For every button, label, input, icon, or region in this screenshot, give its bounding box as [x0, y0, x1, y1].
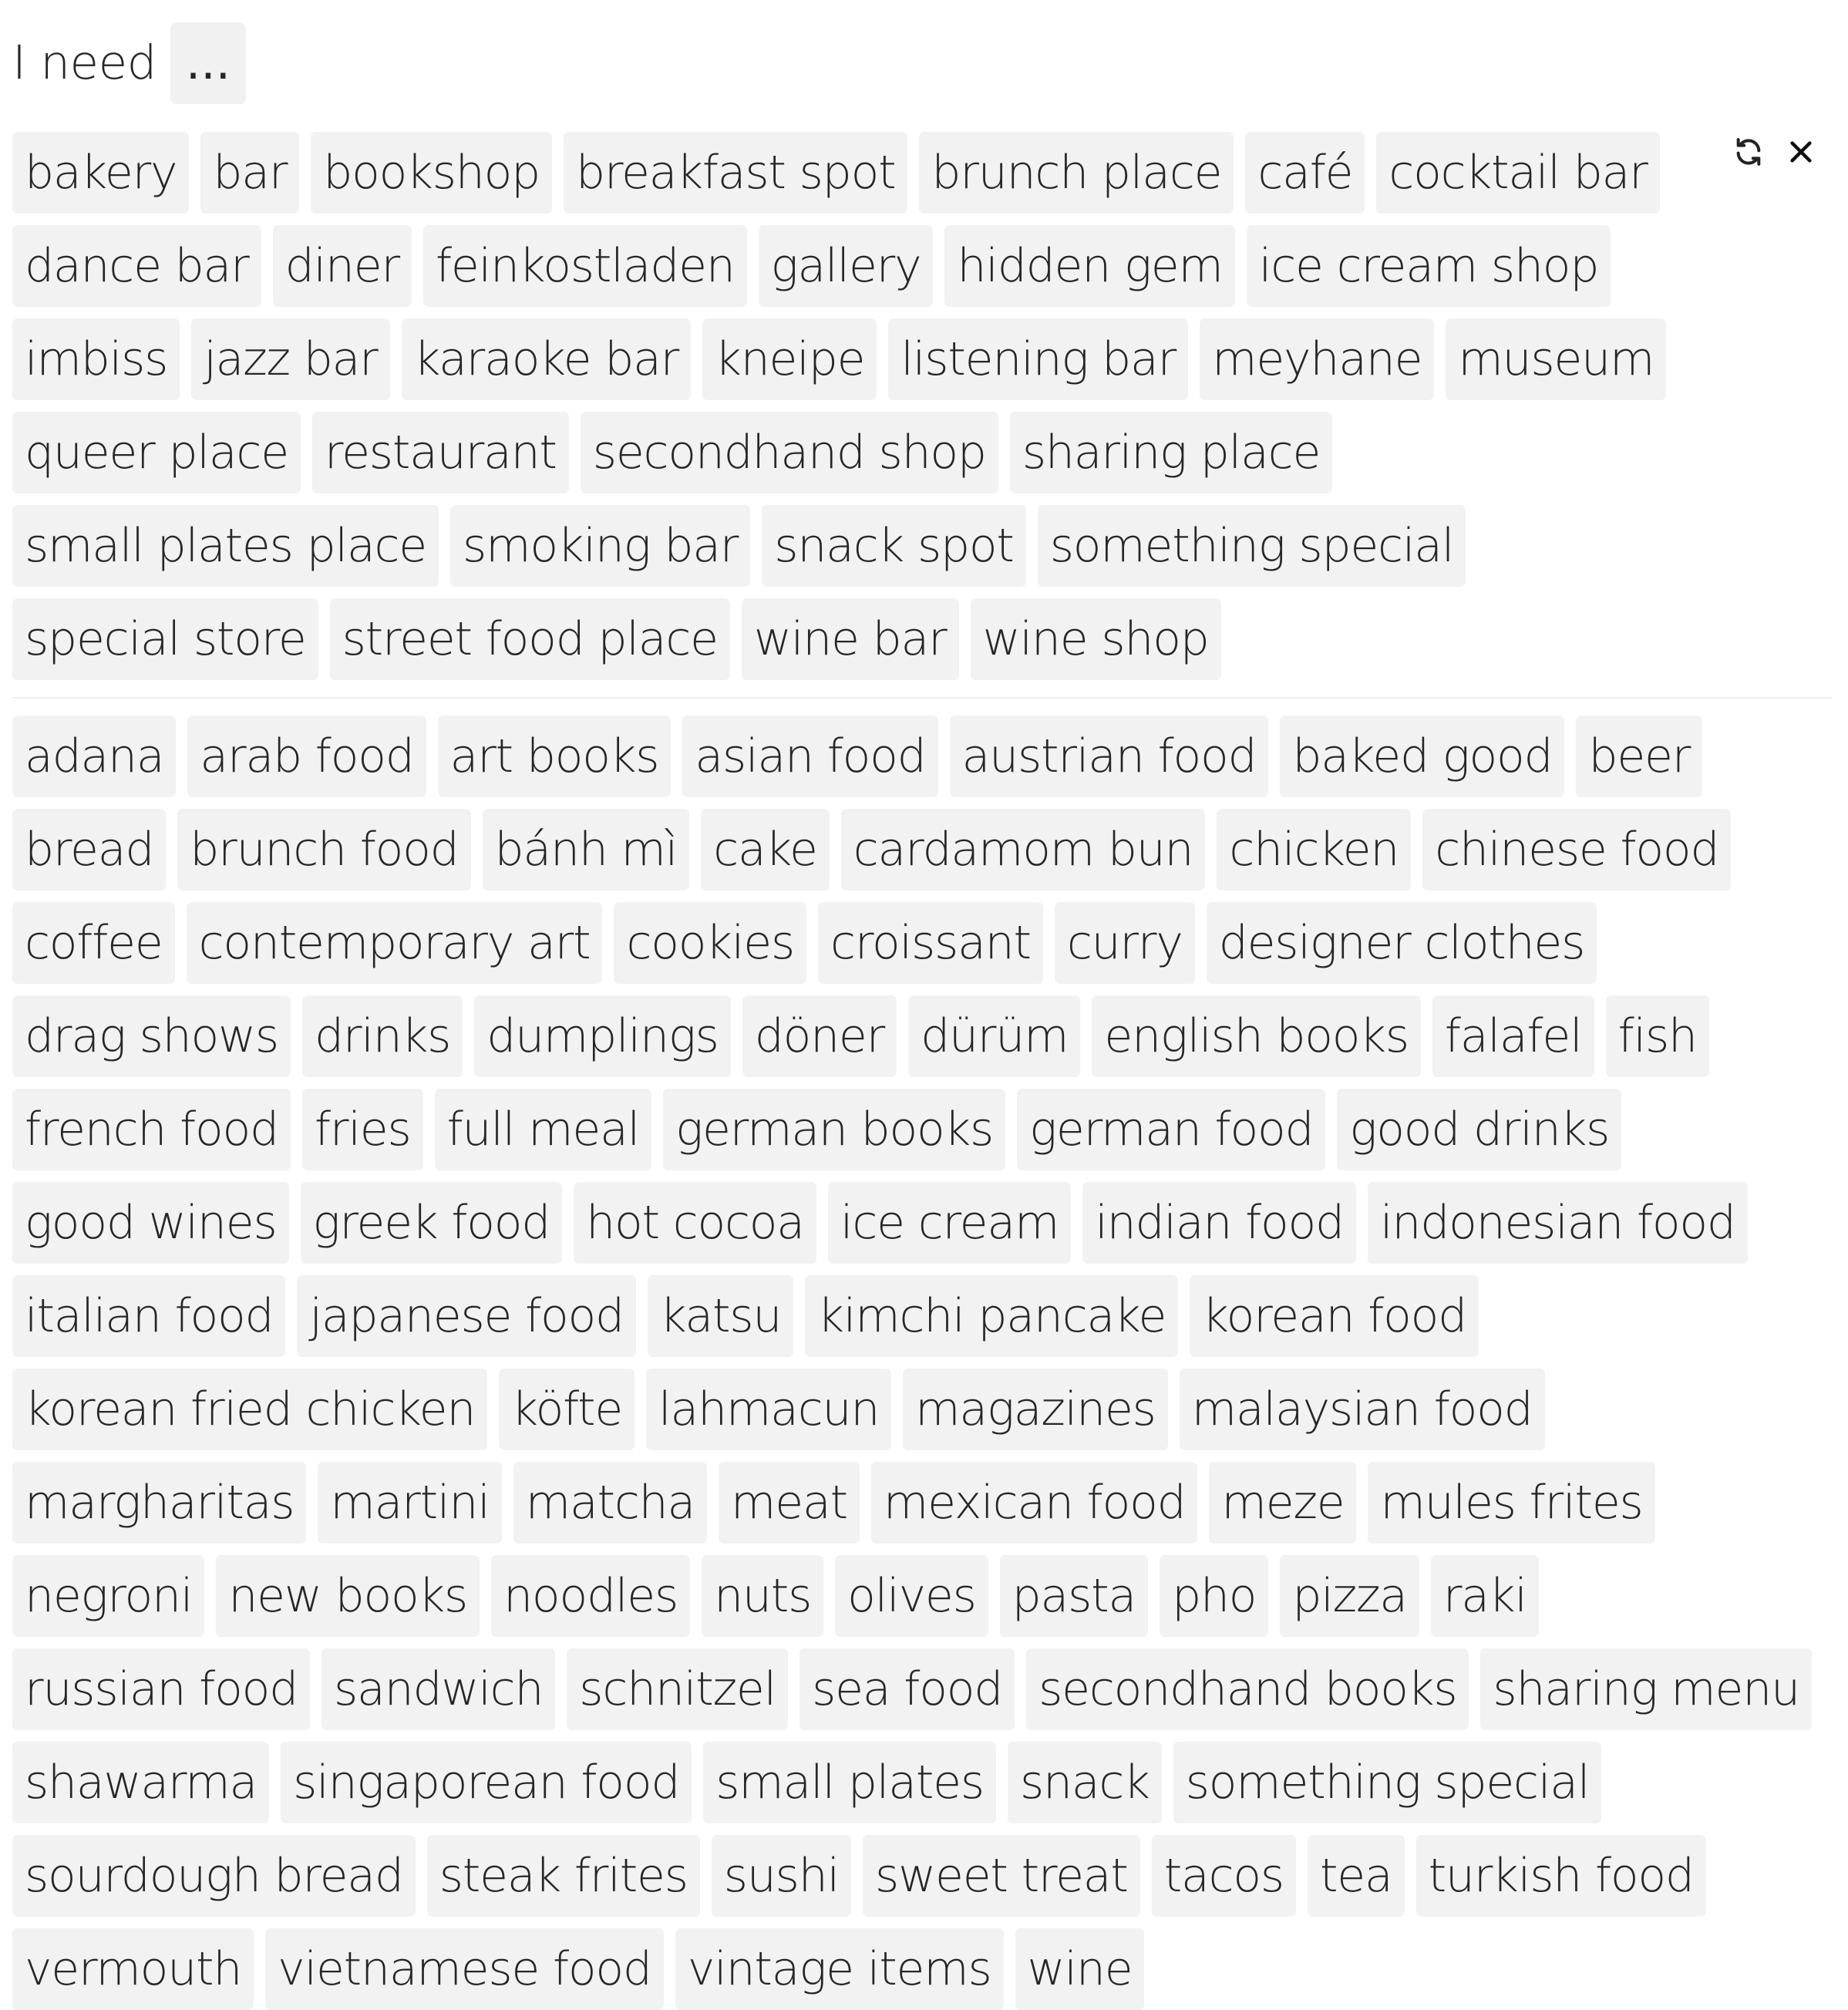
item-tag[interactable]: tea: [1308, 1835, 1405, 1917]
item-tag[interactable]: katsu: [648, 1275, 793, 1357]
place-tag[interactable]: snack spot: [762, 505, 1025, 587]
item-tag[interactable]: shawarma: [12, 1742, 269, 1823]
place-tag[interactable]: restaurant: [312, 412, 569, 493]
item-tag[interactable]: drinks: [302, 995, 463, 1077]
item-tag[interactable]: russian food: [12, 1648, 310, 1730]
place-tag[interactable]: small plates place: [12, 505, 439, 587]
item-tag[interactable]: turkish food: [1416, 1835, 1706, 1917]
item-tag[interactable]: sea food: [799, 1648, 1015, 1730]
item-tag[interactable]: vermouth: [12, 1928, 254, 2010]
item-tag[interactable]: snack: [1008, 1742, 1162, 1823]
item-tag[interactable]: pho: [1160, 1555, 1268, 1637]
item-tag[interactable]: dumplings: [474, 995, 730, 1077]
item-tag[interactable]: brunch food: [177, 809, 470, 891]
item-tag[interactable]: contemporary art: [187, 902, 603, 984]
item-tag[interactable]: asian food: [682, 715, 937, 797]
item-tag[interactable]: chinese food: [1422, 809, 1731, 891]
place-tag[interactable]: wine bar: [742, 598, 959, 680]
place-tag[interactable]: queer place: [12, 412, 301, 493]
place-tag[interactable]: special store: [12, 598, 318, 680]
place-tag[interactable]: street food place: [330, 598, 730, 680]
place-tag[interactable]: meyhane: [1200, 318, 1434, 400]
place-tag[interactable]: secondhand shop: [581, 412, 998, 493]
item-tag[interactable]: secondhand books: [1026, 1648, 1469, 1730]
item-tag[interactable]: noodles: [491, 1555, 690, 1637]
item-tag[interactable]: nuts: [702, 1555, 823, 1637]
item-tag[interactable]: dürüm: [908, 995, 1080, 1077]
item-tag[interactable]: japanese food: [297, 1275, 636, 1357]
item-tag-list: [12, 715, 1840, 2010]
place-tag[interactable]: something special: [1038, 505, 1466, 587]
item-tag[interactable]: margharitas: [12, 1462, 306, 1544]
close-icon[interactable]: [1785, 136, 1817, 168]
item-tag[interactable]: steak frites: [427, 1835, 700, 1917]
item-tag[interactable]: drag shows: [12, 995, 291, 1077]
refresh-icon[interactable]: [1732, 136, 1765, 168]
item-tag[interactable]: falafel: [1432, 995, 1594, 1077]
place-tag[interactable]: café: [1245, 132, 1365, 214]
item-tag[interactable]: tacos: [1152, 1835, 1296, 1917]
place-tag[interactable]: gallery: [759, 225, 934, 307]
place-tag[interactable]: wine shop: [971, 598, 1221, 680]
item-tag[interactable]: negroni: [12, 1555, 204, 1637]
item-tag[interactable]: martini: [318, 1462, 501, 1544]
item-tag[interactable]: bánh mì: [483, 809, 690, 891]
place-tag[interactable]: karaoke bar: [402, 318, 692, 400]
place-tag[interactable]: jazz bar: [191, 318, 389, 400]
item-tag[interactable]: meze: [1209, 1462, 1356, 1544]
place-tag[interactable]: smoking bar: [450, 505, 750, 587]
header-prefix: I need: [12, 35, 157, 90]
item-tag[interactable]: raki: [1431, 1555, 1539, 1637]
item-tag[interactable]: mules frites: [1368, 1462, 1654, 1544]
item-tag[interactable]: olives: [835, 1555, 988, 1637]
item-tag[interactable]: döner: [742, 995, 897, 1077]
item-tag[interactable]: good drinks: [1337, 1089, 1621, 1170]
item-tag[interactable]: sweet treat: [863, 1835, 1140, 1917]
place-tag-list: [12, 132, 1716, 680]
item-tag[interactable]: coffee: [12, 902, 175, 984]
item-tag[interactable]: curry: [1055, 902, 1195, 984]
item-tag[interactable]: french food: [12, 1089, 291, 1170]
item-tag[interactable]: new books: [216, 1555, 480, 1637]
item-tag[interactable]: fries: [302, 1089, 423, 1170]
item-tag[interactable]: good wines: [12, 1182, 289, 1264]
item-tag[interactable]: croissant: [818, 902, 1043, 984]
item-tag[interactable]: köfte: [499, 1369, 635, 1450]
divider: [12, 697, 1832, 699]
place-tag[interactable]: listening bar: [888, 318, 1188, 400]
item-tag[interactable]: full meal: [435, 1089, 652, 1170]
item-tag[interactable]: bread: [12, 809, 166, 891]
item-tag[interactable]: designer clothes: [1207, 902, 1597, 984]
item-tag[interactable]: sharing menu: [1480, 1648, 1812, 1730]
item-tag[interactable]: kimchi pancake: [805, 1275, 1178, 1357]
item-tag[interactable]: sourdough bread: [12, 1835, 416, 1917]
item-tag[interactable]: italian food: [12, 1275, 285, 1357]
place-tag[interactable]: dance bar: [12, 225, 261, 307]
item-tag[interactable]: cake: [701, 809, 829, 891]
item-tag[interactable]: magazines: [903, 1369, 1168, 1450]
place-tag[interactable]: imbiss: [12, 318, 180, 400]
item-tag[interactable]: mexican food: [871, 1462, 1198, 1544]
place-tag[interactable]: museum: [1446, 318, 1666, 400]
need-select[interactable]: ...: [170, 22, 246, 104]
item-tag[interactable]: korean fried chicken: [12, 1369, 487, 1450]
item-tag[interactable]: arab food: [187, 715, 426, 797]
item-tag[interactable]: korean food: [1190, 1275, 1479, 1357]
item-tag[interactable]: schnitzel: [567, 1648, 788, 1730]
item-tag[interactable]: indonesian food: [1368, 1182, 1748, 1264]
item-tag[interactable]: indian food: [1082, 1182, 1356, 1264]
place-tag[interactable]: brunch place: [919, 132, 1234, 214]
item-tag[interactable]: cookies: [614, 902, 806, 984]
item-tag[interactable]: chicken: [1217, 809, 1411, 891]
item-tag[interactable]: small plates: [703, 1742, 996, 1823]
controls: [1732, 136, 1817, 168]
item-tag[interactable]: greek food: [301, 1182, 563, 1264]
item-tag[interactable]: fish: [1606, 995, 1709, 1077]
place-tag[interactable]: cocktail bar: [1376, 132, 1659, 214]
item-tag[interactable]: something special: [1173, 1742, 1602, 1823]
item-tag[interactable]: singaporean food: [281, 1742, 692, 1823]
place-tag[interactable]: kneipe: [702, 318, 877, 400]
item-tag[interactable]: art books: [438, 715, 672, 797]
item-tag[interactable]: hot cocoa: [574, 1182, 816, 1264]
item-tag[interactable]: sushi: [712, 1835, 851, 1917]
item-tag[interactable]: vintage items: [675, 1928, 1004, 2010]
item-tag[interactable]: matcha: [513, 1462, 707, 1544]
item-tag[interactable]: german food: [1017, 1089, 1325, 1170]
item-tag[interactable]: english books: [1092, 995, 1421, 1077]
place-tag[interactable]: bar: [200, 132, 299, 214]
item-tag[interactable]: lahmacun: [646, 1369, 891, 1450]
item-tag[interactable]: baked good: [1280, 715, 1564, 797]
item-tag[interactable]: meat: [719, 1462, 860, 1544]
place-tag[interactable]: sharing place: [1010, 412, 1332, 493]
item-tag[interactable]: cardamom bun: [841, 809, 1206, 891]
search-header: [12, 22, 246, 104]
item-tag[interactable]: vietnamese food: [265, 1928, 664, 2010]
item-tag[interactable]: german books: [663, 1089, 1005, 1170]
place-tag[interactable]: bookshop: [311, 132, 552, 214]
item-tag[interactable]: pasta: [1000, 1555, 1148, 1637]
item-tag[interactable]: beer: [1576, 715, 1702, 797]
place-tag[interactable]: hidden gem: [944, 225, 1234, 307]
item-tag[interactable]: wine: [1015, 1928, 1145, 2010]
item-tag[interactable]: malaysian food: [1180, 1369, 1545, 1450]
item-tag[interactable]: austrian food: [950, 715, 1269, 797]
item-tag[interactable]: sandwich: [321, 1648, 555, 1730]
place-tag[interactable]: breakfast spot: [564, 132, 907, 214]
place-tag[interactable]: ice cream shop: [1247, 225, 1611, 307]
item-tag[interactable]: ice cream: [828, 1182, 1071, 1264]
item-tag[interactable]: pizza: [1280, 1555, 1419, 1637]
place-tag[interactable]: feinkostladen: [423, 225, 747, 307]
item-tag[interactable]: adana: [12, 715, 176, 797]
place-tag[interactable]: diner: [273, 225, 412, 307]
place-tag[interactable]: bakery: [12, 132, 189, 214]
